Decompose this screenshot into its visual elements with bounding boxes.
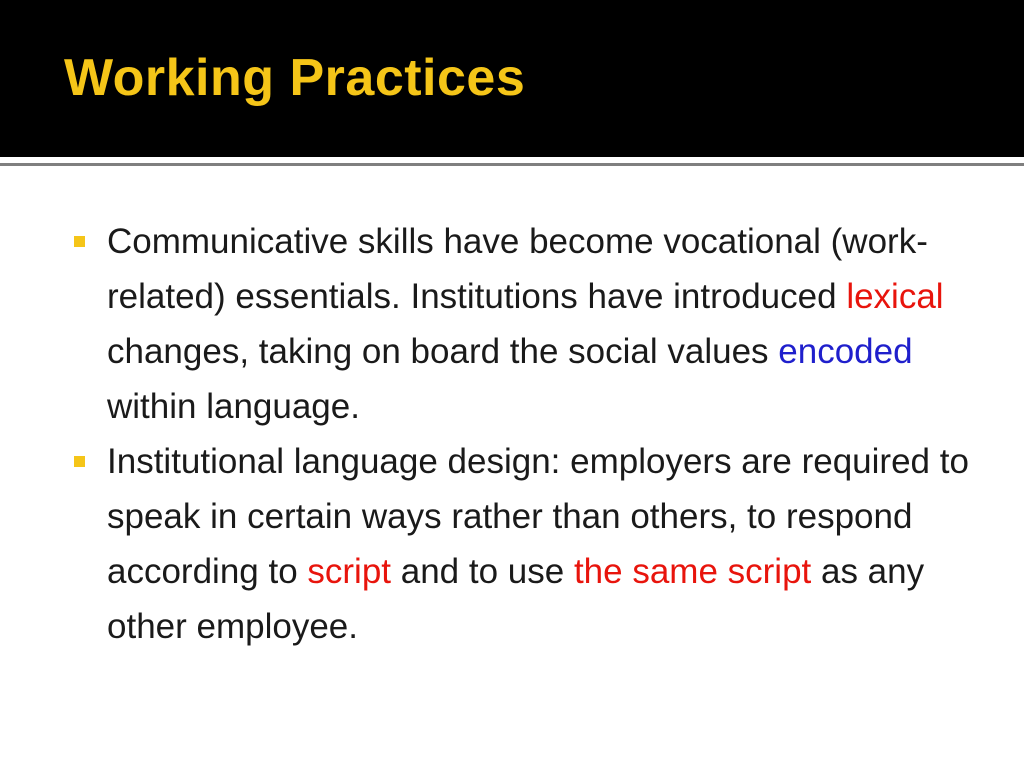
title-divider-gray — [0, 163, 1024, 166]
square-bullet-icon — [74, 456, 85, 467]
text-segment: Institutional language design: employers are required to speak in certain ways rather than others, to respond according to — [107, 442, 969, 591]
title-bar — [0, 0, 1024, 157]
highlight-script: script — [307, 552, 392, 591]
bullet-text — [107, 222, 944, 426]
bullet-text — [107, 442, 969, 646]
bullet-item — [74, 434, 974, 654]
text-segment: within language. — [107, 387, 360, 426]
text-segment: as any other employee. — [107, 552, 925, 646]
square-bullet-icon — [74, 236, 85, 247]
text-segment: changes, taking on board the social values — [107, 332, 779, 371]
text-segment: Communicative skills have become vocational (work-related) essentials. Institutions have introduced — [107, 222, 928, 316]
bullet-list — [74, 214, 974, 654]
highlight-encoded: encoded — [778, 332, 913, 371]
slide-title: Working Practices — [64, 49, 526, 107]
highlight-same-script: the same script — [573, 552, 812, 591]
text-segment: and to use — [391, 552, 574, 591]
highlight-lexical: lexical — [846, 277, 944, 316]
bullet-item — [74, 214, 974, 434]
